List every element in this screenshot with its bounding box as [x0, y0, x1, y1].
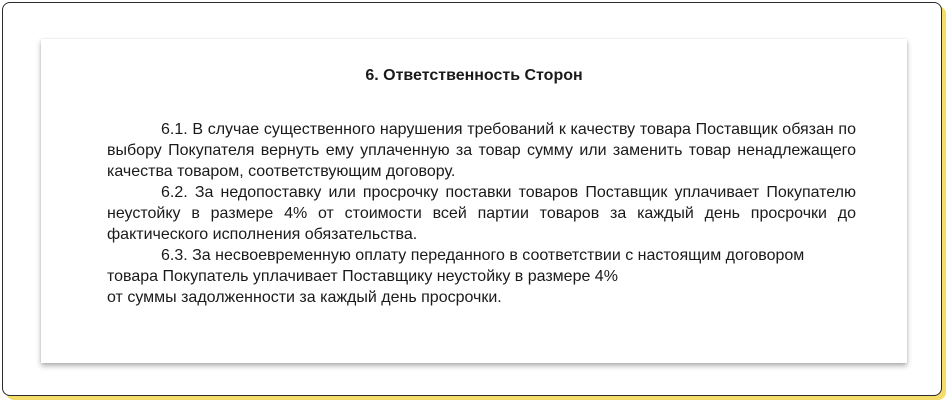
document-page [41, 39, 907, 363]
clause-6-3-tail: от суммы задолженности за каждый день просрочки. [107, 289, 502, 306]
section-title: 6. Ответственность Сторон [365, 67, 583, 84]
clause-6-1: 6.1. В случае существенного нарушения требований к качеству товара Поставщик обязан по выбору Покупателя вернуть ему уплаченную за товар сумму или заменить товар ненадлежащего качества товаром, соответствующим договору. [107, 121, 856, 180]
clause-6-3 [107, 245, 856, 308]
clause-6-3-main: 6.3. За несвоевременную оплату переданного в соответствии с настоящим договором товара Покупатель уплачивает Поставщику неустойку в размере 4% [107, 247, 805, 285]
screenshot-frame [2, 2, 942, 396]
section-body [107, 119, 856, 308]
clause-6-2: 6.2. За недопоставку или просрочку поставки товаров Поставщик уплачивает Покупателю неустойку в размере 4% от стоимости всей партии товаров за каждый день просрочки до фактического исполнения обязательства. [107, 184, 856, 243]
